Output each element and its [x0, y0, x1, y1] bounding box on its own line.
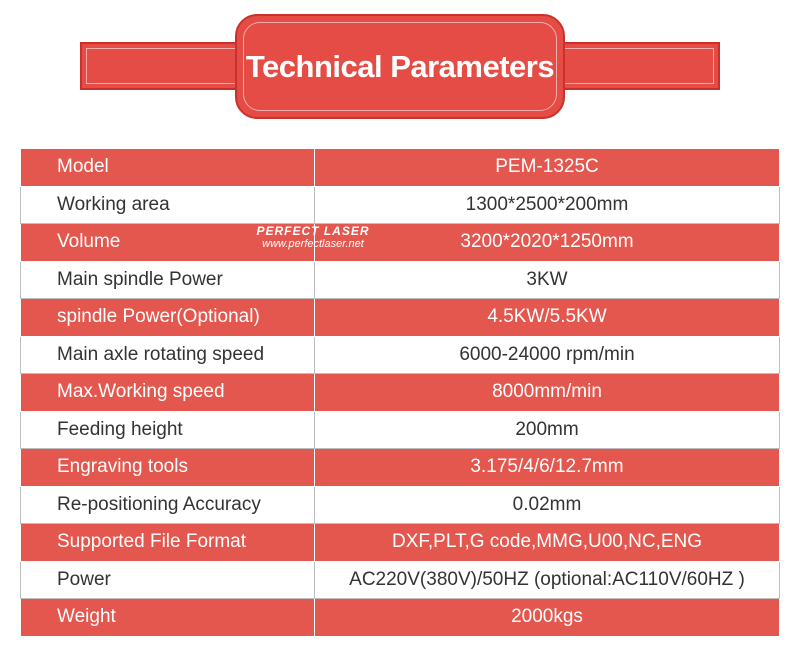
row-label: Max.Working speed [21, 374, 315, 412]
watermark-brand: PERFECT LASER [256, 224, 370, 238]
row-value: 3KW [315, 261, 780, 299]
row-label: Engraving tools [21, 449, 315, 487]
parameters-table [20, 148, 780, 637]
row-value: 3200*2020*1250mm [315, 224, 780, 262]
row-value: 4.5KW/5.5KW [315, 299, 780, 337]
table-row [21, 186, 780, 224]
row-label: Re-positioning Accuracy [21, 486, 315, 524]
table-row [21, 524, 780, 562]
row-value: PEM-1325C [315, 149, 780, 187]
page-title: Technical Parameters [245, 48, 555, 84]
row-value: 1300*2500*200mm [315, 186, 780, 224]
row-value: DXF,PLT,G code,MMG,U00,NC,ENG [315, 524, 780, 562]
row-value: 200mm [315, 411, 780, 449]
table-row [21, 599, 780, 637]
row-value: 8000mm/min [315, 374, 780, 412]
table-row [21, 261, 780, 299]
table-row [21, 149, 780, 187]
row-label: Power [21, 561, 315, 599]
row-value: 3.175/4/6/12.7mm [315, 449, 780, 487]
row-value: 0.02mm [315, 486, 780, 524]
table-row [21, 411, 780, 449]
row-label: Volume [21, 224, 315, 262]
row-label: Model [21, 149, 315, 187]
table-row [21, 224, 780, 262]
row-value: 2000kgs [315, 599, 780, 637]
row-value: AC220V(380V)/50HZ (optional:AC110V/60HZ ) [315, 561, 780, 599]
banner-badge [235, 14, 565, 119]
table-row [21, 561, 780, 599]
row-label: Supported File Format [21, 524, 315, 562]
table-row [21, 336, 780, 374]
row-label: Feeding height [21, 411, 315, 449]
row-label: spindle Power(Optional) [21, 299, 315, 337]
row-label: Weight [21, 599, 315, 637]
row-value: 6000-24000 rpm/min [315, 336, 780, 374]
row-label: Main axle rotating speed [21, 336, 315, 374]
watermark-url: www.perfectlaser.net [262, 238, 364, 250]
title-banner [0, 0, 800, 130]
table-row [21, 299, 780, 337]
table-row [21, 449, 780, 487]
row-label: Main spindle Power [21, 261, 315, 299]
table-row [21, 486, 780, 524]
row-label: Working area [21, 186, 315, 224]
table-row [21, 374, 780, 412]
